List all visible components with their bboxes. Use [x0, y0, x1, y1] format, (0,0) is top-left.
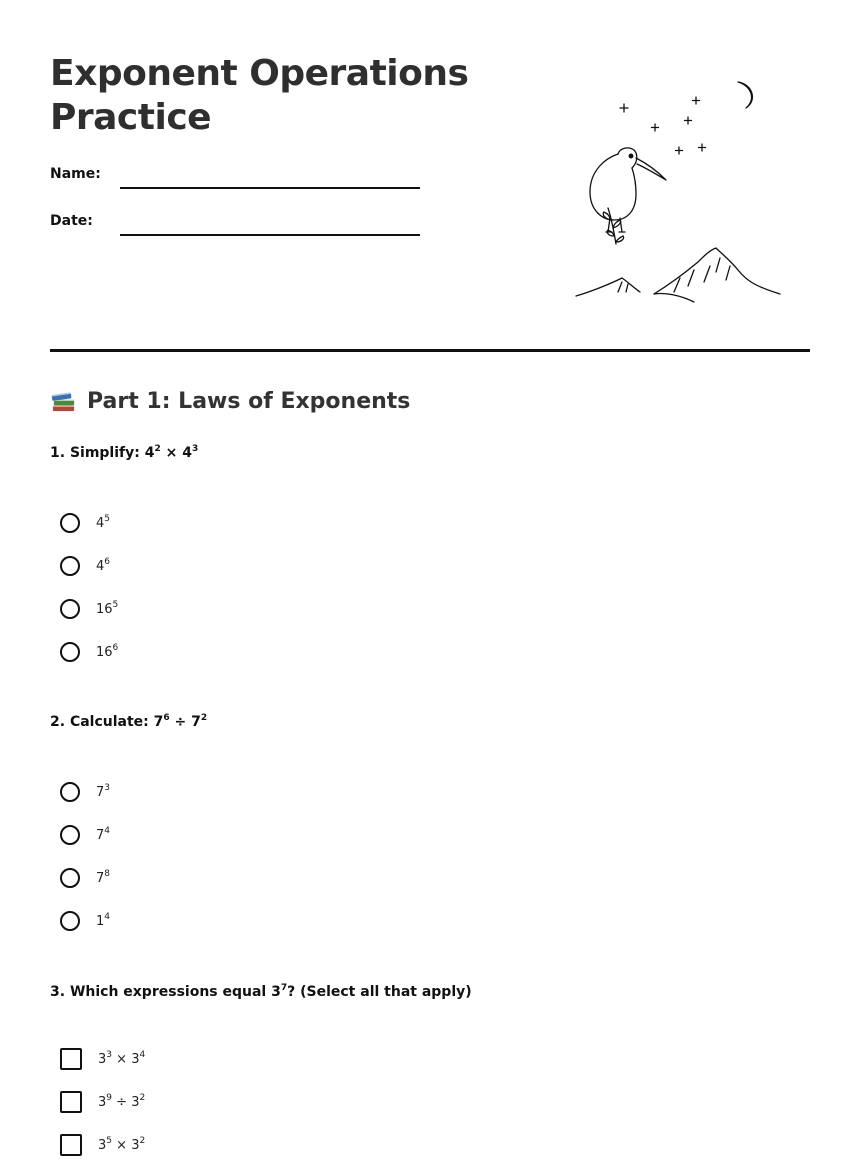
name-field[interactable] — [120, 187, 420, 189]
checkbox[interactable] — [60, 1048, 82, 1070]
exponent: 7 — [280, 983, 288, 993]
question-3 — [50, 984, 472, 1000]
q1-option-d[interactable] — [60, 640, 118, 664]
base: 7 — [191, 714, 201, 730]
exponent: 3 — [191, 444, 199, 454]
operator: ÷ — [174, 714, 187, 730]
q2-option-d[interactable] — [60, 909, 110, 933]
radio-button[interactable] — [60, 911, 80, 931]
q2-option-b[interactable] — [60, 823, 110, 847]
books-icon — [50, 388, 77, 415]
question-number: 1. — [50, 445, 66, 461]
q2-option-c[interactable] — [60, 866, 110, 890]
star-icon — [652, 124, 659, 131]
moon-icon — [738, 82, 752, 108]
q1-option-b[interactable] — [60, 554, 110, 578]
radio-button[interactable] — [60, 642, 80, 662]
exponent: 2 — [154, 444, 161, 454]
option-label: $7^8$ — [96, 868, 111, 886]
exponent: 2 — [200, 713, 208, 723]
question-prompt: Simplify: — [69, 445, 140, 461]
star-icon — [676, 147, 683, 154]
radio-button[interactable] — [60, 513, 80, 533]
q3-option-b[interactable] — [60, 1090, 145, 1114]
section-heading — [50, 388, 410, 415]
checkbox[interactable] — [60, 1091, 82, 1113]
base: 4 — [144, 445, 155, 461]
section-heading-text: Part 1: Laws of Exponents — [87, 389, 411, 414]
option-label: $3^5 \times 3^2$ — [98, 1135, 146, 1153]
kiwi-illustration-icon — [570, 70, 790, 310]
question-number: 3. — [50, 984, 66, 1000]
option-label: $4^5$ — [96, 513, 111, 531]
question-prompt: Calculate: — [69, 714, 149, 730]
q3-option-c[interactable] — [60, 1133, 145, 1157]
option-label: $3^3 \times 3^4$ — [98, 1049, 146, 1067]
page-title: Exponent Operations Practice — [50, 53, 469, 138]
name-label: Name: — [50, 166, 101, 182]
question-2 — [50, 714, 207, 730]
option-label: $16^5$ — [96, 599, 119, 617]
radio-button[interactable] — [60, 868, 80, 888]
option-label: $3^9 \div 3^2$ — [98, 1092, 146, 1110]
question-1 — [50, 445, 198, 461]
star-icon — [699, 144, 706, 151]
base: 4 — [182, 445, 192, 461]
date-field[interactable] — [120, 234, 420, 236]
question-prompt: Which expressions equal — [69, 984, 267, 1000]
option-label: $1^4$ — [96, 911, 111, 929]
section-divider — [50, 349, 810, 352]
question-suffix: ? (Select all that apply) — [287, 984, 472, 1000]
q3-option-a[interactable] — [60, 1047, 145, 1071]
question-number: 2. — [50, 714, 66, 730]
q1-option-c[interactable] — [60, 597, 118, 621]
exponent: 6 — [163, 713, 170, 723]
base: 3 — [271, 984, 281, 1000]
star-icon — [685, 117, 692, 124]
option-label: $7^3$ — [96, 782, 111, 800]
q2-option-a[interactable] — [60, 780, 110, 804]
q1-option-a[interactable] — [60, 511, 110, 535]
radio-button[interactable] — [60, 825, 80, 845]
star-icon — [693, 97, 700, 104]
option-label: $16^6$ — [96, 642, 119, 660]
date-label: Date: — [50, 213, 93, 229]
radio-button[interactable] — [60, 599, 80, 619]
option-label: $7^4$ — [96, 825, 111, 843]
base: 7 — [153, 714, 164, 730]
option-label: $4^6$ — [96, 556, 111, 574]
operator: × — [165, 445, 178, 461]
checkbox[interactable] — [60, 1134, 82, 1156]
star-icon — [620, 104, 628, 112]
radio-button[interactable] — [60, 556, 80, 576]
radio-button[interactable] — [60, 782, 80, 802]
